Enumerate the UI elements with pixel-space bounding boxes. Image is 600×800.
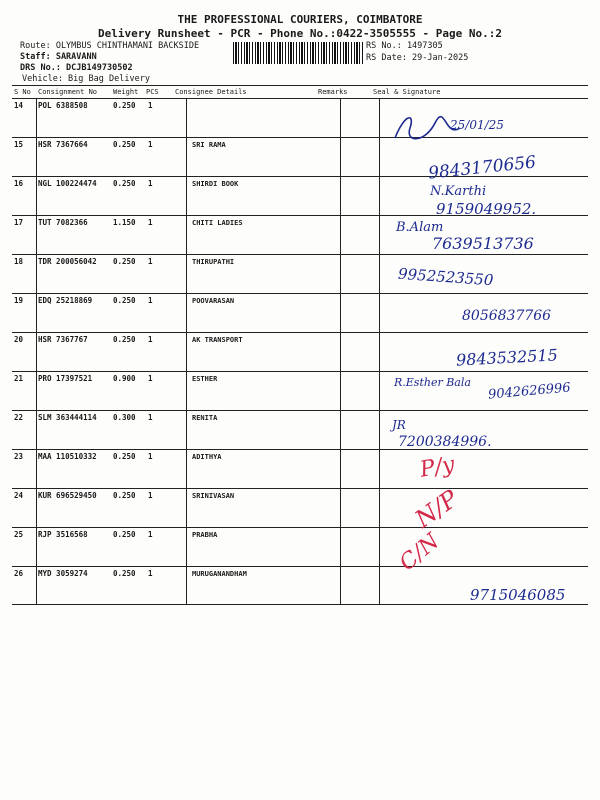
row-weight: 0.250 [113, 491, 136, 500]
staff-label: Staff: SARAVANN [20, 52, 97, 62]
row-weight: 1.150 [113, 218, 136, 227]
row-consignment: MYD 3059274 [38, 569, 88, 578]
status-mark: N/P [410, 484, 464, 534]
col-consignee: Consignee Details [175, 88, 247, 96]
handwritten-phone: 7200384996. [398, 434, 492, 450]
row-weight: 0.250 [113, 179, 136, 188]
handwritten-phone: 9843532515 [455, 345, 559, 370]
row-weight: 0.250 [113, 452, 136, 461]
row-weight: 0.900 [113, 374, 136, 383]
row-sno: 24 [14, 491, 24, 500]
row-pcs: 1 [148, 179, 153, 188]
status-mark: P/y [418, 452, 457, 483]
handwritten-date: 25/01/25 [450, 118, 504, 132]
row-consignment: POL 6388508 [38, 101, 88, 110]
rs-number: RS No.: 1497305 [366, 41, 443, 51]
row-weight: 0.250 [113, 335, 136, 344]
row-consignment: HSR 7367664 [38, 140, 88, 149]
route-label: Route: OLYMBUS CHINTHAMANI BACKSIDE [20, 41, 200, 51]
status-mark: C/N [395, 528, 445, 577]
row-sno: 20 [14, 335, 24, 344]
row-weight: 0.250 [113, 296, 136, 305]
col-remarks: Remarks [318, 88, 348, 96]
handwritten-phone: 9843170656 [427, 152, 537, 184]
handwritten-name: JR [392, 418, 406, 432]
row-consignee: PRABHA [192, 531, 218, 539]
row-weight: 0.300 [113, 413, 136, 422]
row-consignment: KUR 696529450 [38, 491, 97, 500]
handwritten-phone: 7639513736 [432, 234, 534, 253]
table-top-rule [12, 85, 588, 86]
row-weight: 0.250 [113, 101, 136, 110]
table-row [0, 449, 600, 488]
row-consignee: ADITHYA [192, 453, 222, 461]
row-sno: 21 [14, 374, 24, 383]
col-pcs: PCS [146, 88, 159, 96]
col-weight: Weight [113, 88, 139, 96]
row-sno: 15 [14, 140, 24, 149]
row-consignment: EDQ 25218869 [38, 296, 93, 305]
row-weight: 0.250 [113, 140, 136, 149]
row-pcs: 1 [148, 452, 153, 461]
row-consignee: SRI RAMA [192, 141, 226, 149]
handwritten-phone: 9042626996 [487, 380, 572, 403]
handwritten-name: R.Esther Bala [394, 376, 471, 389]
row-consignee: ESTHER [192, 375, 218, 383]
row-pcs: 1 [148, 218, 153, 227]
barcode [233, 42, 363, 64]
handwritten-name: N.Karthi [430, 184, 487, 199]
row-consignment: NGL 100224474 [38, 179, 97, 188]
row-pcs: 1 [148, 335, 153, 344]
row-weight: 0.250 [113, 530, 136, 539]
rs-date: RS Date: 29-Jan-2025 [366, 53, 469, 63]
table-row [0, 488, 600, 527]
handwritten-phone: 9952523550 [397, 264, 494, 290]
row-sno: 26 [14, 569, 24, 578]
col-signature: Seal & Signature [373, 88, 441, 96]
table-row [0, 410, 600, 449]
table-bottom-rule [12, 604, 588, 605]
row-pcs: 1 [148, 413, 153, 422]
handwritten-phone: 9159049952. [436, 200, 537, 218]
row-sno: 25 [14, 530, 24, 539]
row-consignment: TUT 7082366 [38, 218, 88, 227]
row-sno: 19 [14, 296, 24, 305]
handwritten-phone: 9715046085 [470, 586, 566, 604]
col-sno: S No [14, 88, 31, 96]
row-pcs: 1 [148, 569, 153, 578]
col-consignment: Consignment No [38, 88, 98, 96]
row-pcs: 1 [148, 296, 153, 305]
row-sno: 23 [14, 452, 24, 461]
row-consignment: HSR 7367767 [38, 335, 88, 344]
table-row [0, 254, 600, 293]
row-sno: 18 [14, 257, 24, 266]
row-pcs: 1 [148, 257, 153, 266]
row-consignment: SLM 363444114 [38, 413, 97, 422]
row-consignee: MURUGANANDHAM [192, 570, 247, 578]
row-consignee: SRINIVASAN [192, 492, 235, 500]
row-sno: 14 [14, 101, 24, 110]
row-sno: 17 [14, 218, 24, 227]
row-consignment: PRO 17397521 [38, 374, 93, 383]
table-row [0, 527, 600, 566]
row-pcs: 1 [148, 101, 153, 110]
row-consignment: TDR 200056042 [38, 257, 97, 266]
row-consignee: AK TRANSPORT [192, 336, 243, 344]
vehicle-label: Vehicle: Big Bag Delivery [22, 74, 150, 84]
row-pcs: 1 [148, 530, 153, 539]
row-consignment: RJP 3516568 [38, 530, 88, 539]
handwritten-phone: 8056837766 [462, 308, 552, 324]
runsheet-title: Delivery Runsheet - PCR - Phone No.:0422-3505555 - Page No.:2 [98, 27, 502, 40]
row-pcs: 1 [148, 491, 153, 500]
row-consignee: POOVARASAN [192, 297, 235, 305]
row-weight: 0.250 [113, 569, 136, 578]
row-consignee: THIRUPATHI [192, 258, 235, 266]
company-name: THE PROFESSIONAL COURIERS, COIMBATORE [177, 13, 423, 26]
row-consignment: MAA 110510332 [38, 452, 97, 461]
row-sno: 16 [14, 179, 24, 188]
row-sno: 22 [14, 413, 24, 422]
row-weight: 0.250 [113, 257, 136, 266]
table-row [0, 98, 600, 137]
drs-number: DRS No.: DCJB149730502 [20, 63, 133, 73]
handwritten-name: B.Alam [396, 220, 444, 235]
row-consignee: RENITA [192, 414, 218, 422]
row-pcs: 1 [148, 140, 153, 149]
row-consignee: SHIRDI BOOK [192, 180, 239, 188]
row-pcs: 1 [148, 374, 153, 383]
row-consignee: CHITI LADIES [192, 219, 243, 227]
